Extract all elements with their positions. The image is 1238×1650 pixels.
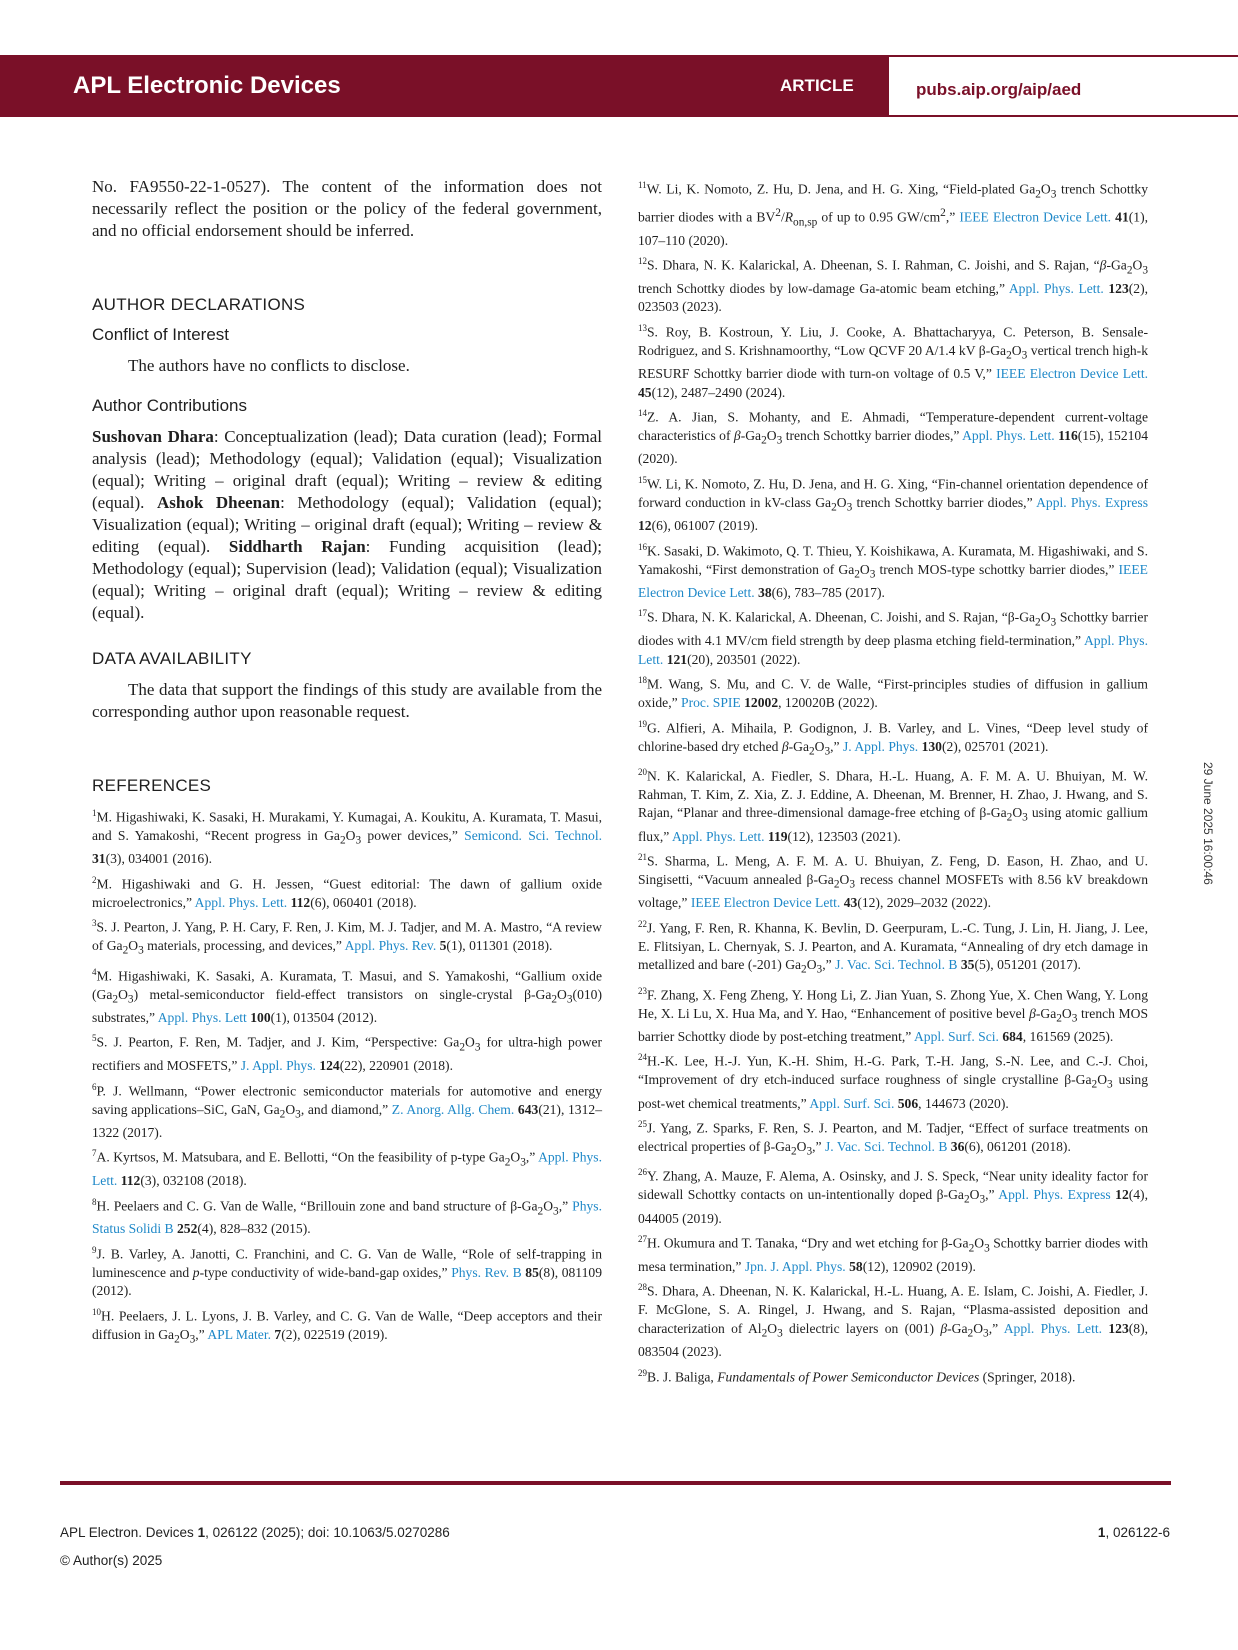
- reference-item: $^9$J. B. Varley, A. Janotti, C. Franchini, and C. G. Van de Walle, “Role of self-trapping in luminescence and p-type conductivity of wide-band-gap oxides,” Phys. Rev. B 85(8), 081109 (2012).: [92, 1244, 602, 1299]
- journal-link[interactable]: IEEE Electron Device Lett.: [690, 895, 841, 911]
- journal-link[interactable]: J. Appl. Phys.: [843, 738, 919, 754]
- journal-link[interactable]: IEEE Electron Device Lett.: [638, 561, 1148, 600]
- journal-link[interactable]: Appl. Surf. Sci.: [913, 1028, 999, 1044]
- reference-item: $^{22}$J. Yang, F. Ren, R. Khanna, K. Bevlin, D. Geerpuram, L.-C. Tung, J. Lin, H. Jiang, J. Lee, E. Flitsiyan, L. Chernyak, S. J. Pearton, and A. Kuramata, “Annealing of dry etch damage in metallized and bare (-201) $Ga_2O_3$,” J. Vac. Sci. Technol. B 35(5), 051201 (2017).: [638, 918, 1148, 977]
- reference-item: $^{18}$M. Wang, S. Mu, and C. V. de Walle, “First-principles studies of diffusion in gallium oxide,” Proc. SPIE 12002, 120020B (2022).: [638, 675, 1148, 711]
- right-column: [638, 176, 1148, 1389]
- reference-item: $^{23}$F. Zhang, X. Feng Zheng, Y. Hong Li, Z. Jian Yuan, S. Zhong Yue, X. Chen Wang, Y. Long He, X. Li Lu, X. Hua Ma, and Y. Hao, “Enhancement of positive bevel $\beta-Ga_2O_3$ trench MOS barrier Schottky diode by post-etching treatment,” Appl. Surf. Sci. 684, 161569 (2025).: [638, 985, 1149, 1044]
- reference-item: $^{24}$H.-K. Lee, H.-J. Yun, K.-H. Shim, H.-G. Park, T.-H. Jang, S.-N. Lee, and C.-J. Choi, “Improvement of dry etch-induced surface roughness of single crystalline $\beta-Ga_2O_3$ using post-wet chemical treatments,” Appl. Surf. Sci. 506, 144673 (2020).: [638, 1052, 1148, 1111]
- journal-link[interactable]: Semicond. Sci. Technol.: [464, 828, 602, 844]
- reference-item: $^{27}$H. Okumura and T. Tanaka, “Dry and wet etching for $\beta-Ga_2O_3$ Schottky barrier diodes with mesa termination,” Jpn. J. Appl. Phys. 58(12), 120902 (2019).: [638, 1234, 1149, 1274]
- journal-link[interactable]: Appl. Phys. Lett: [157, 1009, 247, 1025]
- reference-item: $^{12}$S. Dhara, N. K. Kalarickal, A. Dheenan, S. I. Rahman, C. Joishi, and S. Rajan, “$\beta-Ga_2O_3$ trench Schottky diodes by low-damage Ga-atomic beam etching,” Appl. Phys. Lett. 123(2), 023503 (2023).: [638, 256, 1149, 315]
- journal-link[interactable]: Appl. Phys. Lett.: [962, 428, 1055, 444]
- reference-item: $^{26}$Y. Zhang, A. Mauze, F. Alema, A. Osinsky, and J. S. Speck, “Near unity ideality factor for sidewall Schottky contacts on un-intentionally doped $\beta-Ga_2O_3$,” Appl. Phys. Express 12(4), 044005 (2019).: [638, 1167, 1148, 1226]
- journal-link[interactable]: Z. Anorg. Allg. Chem.: [391, 1101, 515, 1117]
- reference-item: $^5$S. J. Pearton, F. Ren, M. Tadjer, and J. Kim, “Perspective: $Ga_2O_3$ for ultra-high power rectifiers and MOSFETS,” J. Appl. Phys. 124(22), 220901 (2018).: [92, 1033, 603, 1074]
- journal-link[interactable]: Appl. Phys. Lett.: [1008, 280, 1104, 296]
- journal-link[interactable]: IEEE Electron Device Lett.: [959, 209, 1112, 225]
- reference-item: $^{20}$N. K. Kalarickal, A. Fiedler, S. Dhara, H.-L. Huang, A. F. M. A. U. Bhuiyan, M. W. Rahman, T. Kim, Z. Xia, Z. J. Eddine, A. Dheenan, M. Brenner, H. Zhao, J. Hwang, and S. Rajan, “Planar and three-dimensional damage-free etching of $\beta-Ga_2O_3$ using atomic gallium flux,” Appl. Phys. Lett. 119(12), 123503 (2021).: [638, 766, 1148, 844]
- reference-item: $^{19}$G. Alfieri, A. Mihaila, P. Godignon, J. B. Varley, and L. Vines, “Deep level study of chlorine-based dry etched $\beta-Ga_2O_3$,” J. Appl. Phys. 130(2), 025701 (2021).: [638, 718, 1148, 758]
- journal-link[interactable]: Appl. Phys. Express: [1036, 494, 1148, 510]
- journal-link[interactable]: Appl. Phys. Express: [998, 1187, 1111, 1203]
- journal-link[interactable]: Appl. Phys. Rev.: [344, 938, 437, 954]
- reference-item: $^{29}$B. J. Baliga, Fundamentals of Power Semiconductor Devices (Springer, 2018).: [638, 1367, 1076, 1385]
- journal-link[interactable]: Appl. Surf. Sci.: [809, 1095, 895, 1111]
- author-name: Sushovan Dhara: [92, 427, 214, 446]
- journal-link[interactable]: Appl. Phys. Lett.: [671, 828, 765, 844]
- author-declarations-heading: AUTHOR DECLARATIONS: [92, 295, 306, 314]
- reference-item: $^{10}$H. Peelaers, J. L. Lyons, J. B. Varley, and C. G. Van de Walle, “Deep acceptors and their diffusion in $Ga_2O_3$,” APL Mater. 7(2), 022519 (2019).: [92, 1306, 602, 1346]
- reference-item: $^7$A. Kyrtsos, M. Matsubara, and E. Bellotti, “On the feasibility of p-type $Ga_2O_3$,” Appl. Phys. Lett. 112(3), 032108 (2018).: [92, 1148, 602, 1189]
- reference-item: $^{16}$K. Sasaki, D. Wakimoto, Q. T. Thieu, Y. Koishikawa, A. Kuramata, M. Higashiwaki, and S. Yamakoshi, “First demonstration of $Ga_2O_3$ trench MOS-type schottky barrier diodes,” IEEE Electron Device Lett. 38(6), 783–785 (2017).: [638, 541, 1148, 600]
- footer-copyright: © Author(s) 2025: [60, 1553, 163, 1568]
- download-date: 29 June 2025 16:00:46: [1201, 762, 1215, 885]
- journal-link[interactable]: J. Vac. Sci. Technol. B: [835, 957, 958, 973]
- author-name: Siddharth Rajan: [228, 537, 366, 556]
- journal-title: APL Electronic Devices: [73, 72, 341, 99]
- reference-item: $^{28}$S. Dhara, A. Dheenan, N. K. Kalarickal, H.-L. Huang, A. E. Islam, C. Joishi, A. Fiedler, J. F. McGlone, S. A. Ringel, J. Hwang, and S. Rajan, “Plasma-assisted deposition and characterization of $Al_2O_3$ dielectric layers on (001) $\beta-Ga_2O_3$,” Appl. Phys. Lett. 123(8), 083504 (2023).: [638, 1282, 1148, 1360]
- data-availability-text: The data that support the findings of this study are available from the corresponding author upon reasonable request.: [92, 680, 602, 721]
- journal-link[interactable]: Proc. SPIE: [681, 695, 741, 711]
- reference-item: $^6$P. J. Wellmann, “Power electronic semiconductor materials for automotive and energy saving applications–SiC, GaN, $Ga_2O_3$, and diamond,” Z. Anorg. Allg. Chem. 643(21), 1312–1322 (2017).: [92, 1081, 602, 1140]
- reference-item: $^{25}$J. Yang, Z. Sparks, F. Ren, S. J. Pearton, and M. Tadjer, “Effect of surface treatments on electrical properties of $\beta-Ga_2O_3$,” J. Vac. Sci. Technol. B 36(6), 061201 (2018).: [638, 1119, 1148, 1158]
- author-contributions-text: Sushovan Dhara: Conceptualization (lead); Data curation (lead); Formal analysis (lead); Methodology (equal); Validation (equal); Visualization (equal); Writing – original draft (equal); Writing – review & editing (equal). Ashok Dheenan: Methodology (equal); Validation (equal); Visualization (equal); Writing – original draft (equal); Writing – review & editing (equal). Siddharth Rajan: Funding acquisition (lead); Methodology (equal); Supervision (lead); Validation (equal); Visualization (equal); Writing – original draft (equal); Writing – review & editing (equal).: [92, 427, 602, 622]
- reference-item: $^8$H. Peelaers and C. G. Van de Walle, “Brillouin zone and band structure of $\beta-Ga_2O_3$,” Phys. Status Solidi B 252(4), 828–832 (2015).: [92, 1196, 602, 1237]
- conflict-of-interest-heading: Conflict of Interest: [92, 325, 230, 344]
- journal-link[interactable]: APL Mater.: [207, 1326, 272, 1342]
- article-type-label: ARTICLE: [780, 76, 854, 95]
- journal-url-link[interactable]: pubs.aip.org/aip/aed: [916, 80, 1082, 99]
- journal-link[interactable]: Phys. Rev. B: [451, 1264, 522, 1280]
- page-number: 1, 026122-6: [1097, 1525, 1170, 1540]
- journal-link[interactable]: J. Appl. Phys.: [240, 1058, 316, 1074]
- journal-link[interactable]: J. Vac. Sci. Technol. B: [825, 1139, 948, 1155]
- reference-item: $^{11}$W. Li, K. Nomoto, Z. Hu, D. Jena, and H. G. Xing, “Field-plated $Ga_2O_3$ trench Schottky barrier diodes with a $BV^2/R_{on,sp}$ of up to 0.95 $GW/cm^2$,” IEEE Electron Device Lett. 41(1), 107–110 (2020).: [638, 180, 1148, 248]
- author-contributions-heading: Author Contributions: [92, 396, 247, 415]
- author-name: Ashok Dheenan: [156, 493, 281, 512]
- left-column: [92, 176, 602, 1351]
- journal-link[interactable]: Appl. Phys. Lett.: [92, 1149, 602, 1189]
- reference-item: $^{17}$S. Dhara, N. K. Kalarickal, A. Dheenan, C. Joishi, and S. Rajan, “$\beta-Ga_2O_3$ Schottky barrier diodes with 4.1 MV/cm field strength by deep plasma etching field-termination,” Appl. Phys. Lett. 121(20), 203501 (2022).: [638, 608, 1148, 667]
- journal-link[interactable]: Appl. Phys. Lett.: [638, 633, 1148, 667]
- journal-link[interactable]: Appl. Phys. Lett.: [194, 894, 288, 910]
- reference-item: $^{14}$Z. A. Jian, S. Mohanty, and E. Ahmadi, “Temperature-dependent current-voltage characteristics of $\beta-Ga_2O_3$ trench Schottky barrier diodes,” Appl. Phys. Lett. 116(15), 152104 (2020).: [638, 408, 1149, 467]
- reference-item: $^4$M. Higashiwaki, K. Sasaki, A. Kuramata, T. Masui, and S. Yamakoshi, “Gallium oxide $(Ga_2O_3)$ metal-semiconductor field-effect transistors on single-crystal $\beta-Ga_2O_3(010)$ substrates,” Appl. Phys. Lett 100(1), 013504 (2012).: [92, 966, 602, 1025]
- reference-item: $^3$S. J. Pearton, J. Yang, P. H. Cary, F. Ren, J. Kim, M. J. Tadjer, and M. A. Mastro, “A review of $Ga_2O_3$ materials, processing, and devices,” Appl. Phys. Rev. 5(1), 011301 (2018).: [92, 918, 602, 958]
- journal-link[interactable]: Appl. Phys. Lett.: [1003, 1320, 1103, 1336]
- footer-rule: [60, 1481, 1171, 1485]
- reference-item: $^{15}$W. Li, K. Nomoto, Z. Hu, D. Jena, and H. G. Xing, “Fin-channel orientation dependence of forward conduction in kV-class $Ga_2O_3$ trench Schottky barrier diodes,” Appl. Phys. Express 12(6), 061007 (2019).: [638, 474, 1148, 533]
- footer-citation: APL Electron. Devices 1, 026122 (2025); doi: 10.1063/5.0270286: [60, 1525, 450, 1540]
- reference-item: $^1$M. Higashiwaki, K. Sasaki, H. Murakami, Y. Kumagai, A. Koukitu, A. Kuramata, T. Masui, and S. Yamakoshi, “Recent progress in $Ga_2O_3$ power devices,” Semicond. Sci. Technol. 31(3), 034001 (2016).: [92, 808, 602, 867]
- journal-link[interactable]: IEEE Electron Device Lett.: [996, 366, 1148, 381]
- references-heading: REFERENCES: [92, 776, 212, 795]
- reference-item: $^2$M. Higashiwaki and G. H. Jessen, “Guest editorial: The dawn of gallium oxide microelectronics,” Appl. Phys. Lett. 112(6), 060401 (2018).: [92, 874, 602, 910]
- reference-item: $^{13}$S. Roy, B. Kostroun, Y. Liu, J. Cooke, A. Bhattacharyya, C. Peterson, B. Sensale-Rodriguez, and S. Krishnamoorthy, “Low QCVF 20 A/1.4 kV $\beta-Ga_2O_3$ vertical trench high-k RESURF Schottky barrier diode with turn-on voltage of 0.5 V,” IEEE Electron Device Lett. 45(12), 2487–2490 (2024).: [638, 322, 1148, 400]
- reference-item: $^{21}$S. Sharma, L. Meng, A. F. M. A. U. Bhuiyan, Z. Feng, D. Eason, H. Zhao, and U. Singisetti, “Vacuum annealed $\beta-Ga_2O_3$ recess channel MOSFETs with 8.56 kV breakdown voltage,” IEEE Electron Device Lett. 43(12), 2029–2032 (2022).: [638, 852, 1148, 911]
- funding-continuation: No. FA9550-22-1-0527). The content of the information does not necessarily reflect the position or the policy of the federal government, and no official endorsement should be inferred.: [92, 177, 602, 240]
- journal-link[interactable]: Phys. Status Solidi B: [92, 1198, 602, 1237]
- conflict-of-interest-text: The authors have no conflicts to disclose.: [128, 356, 410, 375]
- journal-link[interactable]: Jpn. J. Appl. Phys.: [744, 1258, 846, 1274]
- data-availability-heading: DATA AVAILABILITY: [92, 649, 252, 668]
